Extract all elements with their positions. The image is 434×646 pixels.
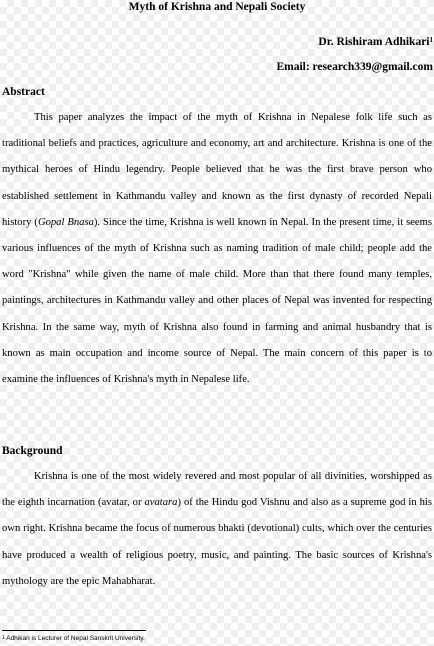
- abstract-citation: Gopal Bnasa: [37, 216, 94, 228]
- author-line: [318, 35, 433, 49]
- author-email: Email: research339@gmail.com: [276, 61, 433, 73]
- background-heading: Background: [2, 445, 63, 457]
- footnote-text: Adhikari is Lecturer of Nepal Sanskrit University.: [6, 635, 145, 642]
- background-term: avatara: [144, 497, 178, 509]
- abstract-text-end: ). Since the time, Krishna is well known in Nepal. In the present time, it seems various influences of the myth of Krishna such as naming tradition of male child; people add the word "Krishna" while given the name of male child. More than that there found many temples, paintings, architectures in Kathmandu valley and other places of Nepal was invented for respecting Krishna. In the same way, myth of Krishna also found in farming and animal husbandry that is known as main occupation and income source of Nepal. The main concern of this paper is to examine the influences of Krishna's myth in Nepalese life.: [2, 216, 432, 386]
- abstract-text-start: This paper analyzes the impact of the myth of Krishna in Nepalese folk life such as traditional beliefs and practices, agriculture and economy, art and architecture. Krishna is one of the mythical heroes of Hindu legendry. People believed that he was the first brave person who established settlement in Kathmandu valley and known as the first dynasty of recorded Nepali history (: [2, 112, 432, 228]
- background-paragraph: [2, 464, 432, 595]
- author-name: Dr. Rishiram Adhikari: [318, 36, 430, 48]
- paper-title: Myth of Krishna and Nepali Society: [128, 1, 306, 13]
- author-footnote-marker: 1: [429, 36, 433, 44]
- footnote: [2, 634, 145, 643]
- footnote-marker: 1: [2, 635, 5, 641]
- background-text-start: Krishna is one of the most widely revered and most popular of all divinities, worshipped as the eighth incarnation (avatar, or: [2, 471, 432, 509]
- background-text-end: ) of the Hindu god Vishnu and also as a supreme god in his own right. Krishna became the focus of numerous bhakti (devotional) cults, which over the centuries have produced a wealth of religious poetry, music, and painting. The basic sources of Krishna's mythology are the epic Mahabharat.: [2, 497, 432, 587]
- footnote-divider: [2, 630, 146, 631]
- abstract-heading: Abstract: [2, 86, 45, 98]
- abstract-paragraph: [2, 105, 432, 393]
